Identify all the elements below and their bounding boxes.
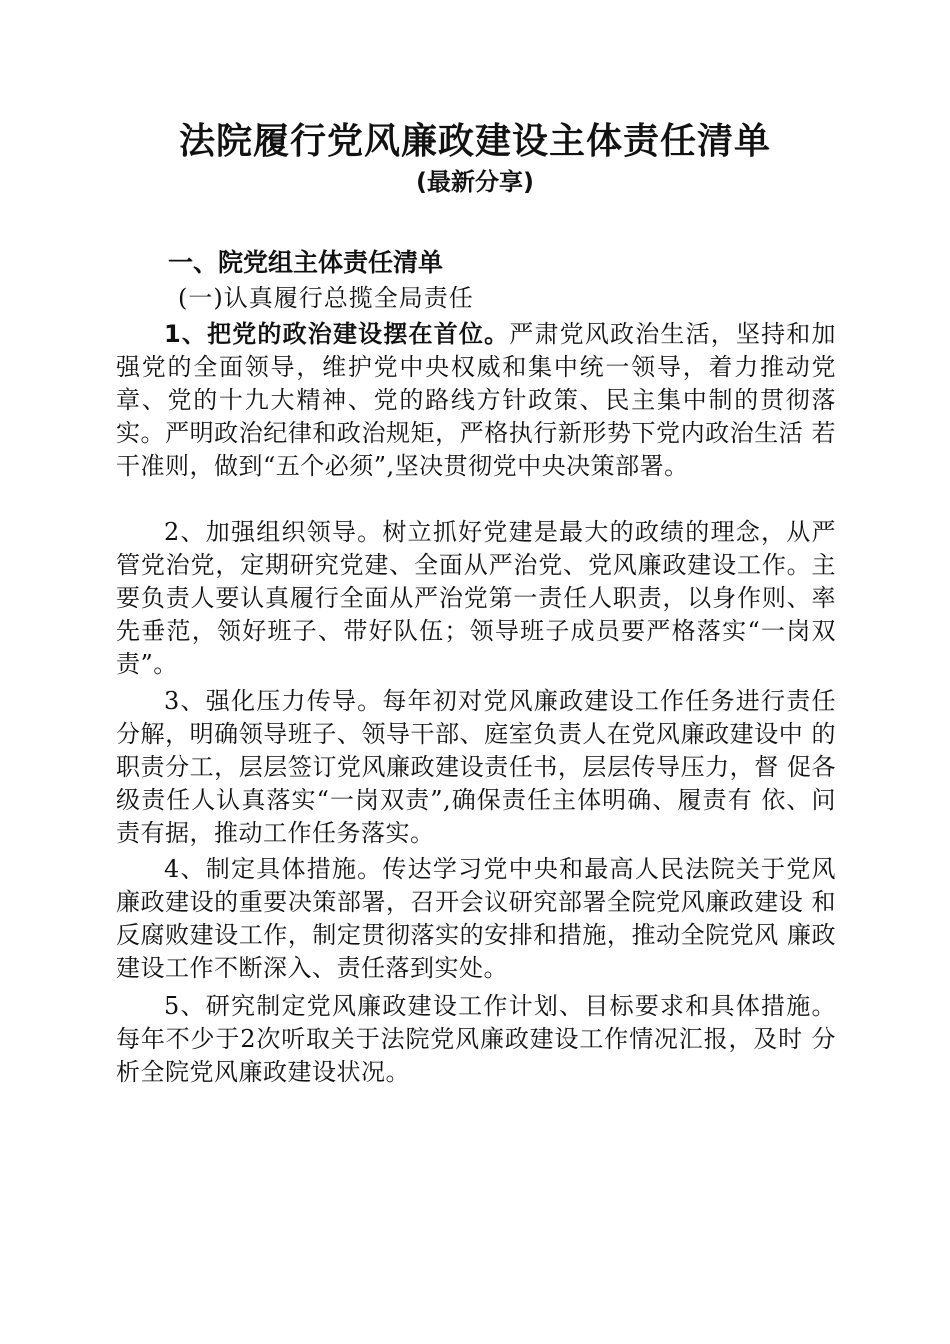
paragraph-4 [116, 853, 836, 985]
paragraph-2-body: 2、加强组织领导。树立抓好党建是最大的政绩的理念，从严 管党治党，定期研究党建、全面从严治党、党风廉政建设工作。主 要负责人要认真履行全面从严治党第一责任人职责，以身作则、率 先垂范，领好班子、带好队伍；领导班子成员要严格落实“一岗双 责”。 [116, 518, 836, 678]
section-heading: 一、院党组主体责任清单 [168, 248, 444, 277]
paragraph-5-body: 5、研究制定党风廉政建设工作计划、目标要求和具体措施。 每年不少于2次听取关于法院党风廉政建设工作情况汇报，及时 分析全院党风廉政建设状况。 [116, 992, 836, 1086]
document-subtitle: (最新分享) [416, 168, 534, 196]
subsection-heading: (一)认真履行总揽全局责任 [178, 284, 474, 312]
paragraph-5 [116, 990, 836, 1089]
paragraph-3 [116, 685, 836, 850]
paragraph-1 [116, 318, 836, 483]
paragraph-3-body: 3、强化压力传导。每年初对党风廉政建设工作任务进行责任分解，明确领导班子、领导干部、庭室负责人在党风廉政建设中 的职责分工，层层签订党风廉政建设责任书，层层传导压力，督 促各级责任人认真落实“一岗双责”,确保责任主体明确、履责有 依、问责有据，推动工作任务落实。 [116, 687, 836, 847]
paragraph-1-lead: 1、把党的政治建设摆在首位。 [164, 320, 510, 348]
paragraph-1-body: 严肃党风政治生活，坚持和加 强党的全面领导，维护党中央权威和集中统一领导，着力推动党 章、党的十九大精神、党的路线方针政策、民主集中制的贯彻落 实。严明政治纪律和政治规矩，严格执行新形势下党内政治生活 若干准则，做到“五个必须”,坚决贯彻党中央决策部署。 [116, 320, 836, 480]
paragraph-2 [116, 516, 836, 681]
document-title: 法院履行党风廉政建设主体责任清单 [178, 121, 771, 162]
paragraph-4-body: 4、制定具体措施。传达学习党中央和最高人民法院关于党风 廉政建设的重要决策部署，召开会议研究部署全院党风廉政建设 和反腐败建设工作，制定贯彻落实的安排和措施，推动全院党风 廉政建设工作不断深入、责任落到实处。 [116, 855, 836, 982]
